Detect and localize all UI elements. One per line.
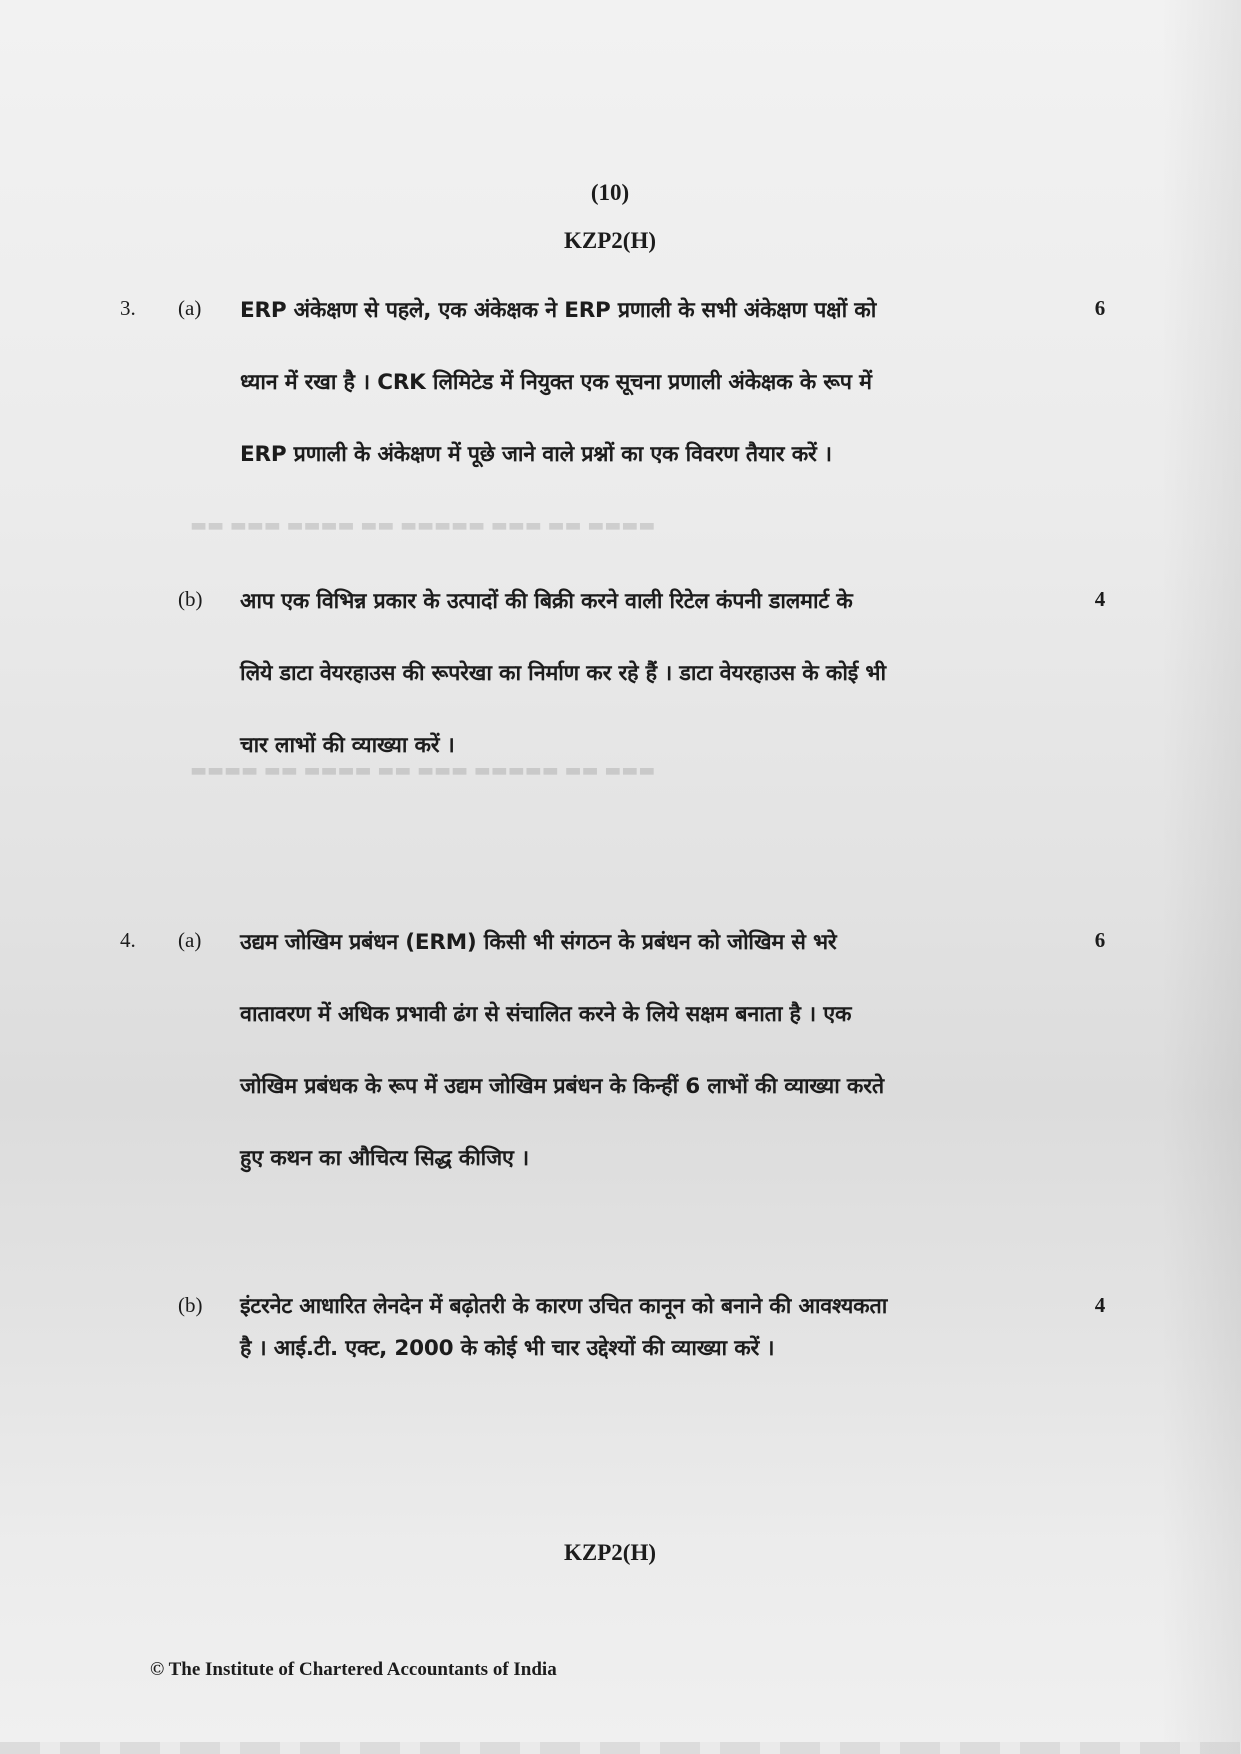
question-text <box>240 907 1040 1195</box>
text-line: लिये डाटा वेयरहाउस की रूपरेखा का निर्माण कर रहे हैं । डाटा वेयरहाउस के कोई भी <box>240 661 886 686</box>
text-line: ERP प्रणाली के अंकेक्षण में पूछे जाने वाले प्रश्नों का एक विवरण तैयार करें । <box>240 442 832 467</box>
text-line: ERP अंकेक्षण से पहले, एक अंकेक्षक ने ERP प्रणाली के सभी अंकेक्षण पक्षों को <box>240 298 877 323</box>
sub-part-label: (a) <box>178 296 202 320</box>
text-line: इंटरनेट आधारित लेनदेन में बढ़ोतरी के कारण उचित कानून को बनाने की आवश्यकता <box>240 1294 888 1319</box>
question-text <box>240 566 1040 782</box>
marks: 4 <box>1094 587 1106 611</box>
bleed-through-decoration: ▬▬▬▬ ▬▬ ▬▬▬▬ ▬▬ ▬▬▬ ▬▬▬▬▬ ▬▬ ▬▬▬ <box>190 760 656 781</box>
question-text <box>240 1286 1040 1370</box>
marks: 4 <box>1094 1293 1106 1317</box>
question-number: 3. <box>120 296 136 320</box>
paper-code-header: KZP2(H) <box>564 228 656 253</box>
copyright-notice: © The Institute of Chartered Accountants of India <box>150 1659 557 1680</box>
text-line: उद्यम जोखिम प्रबंधन (ERM) किसी भी संगठन के प्रबंधन को जोखिम से भरे <box>240 930 837 955</box>
paper-code-footer: KZP2(H) <box>564 1540 656 1565</box>
text-line: है । आई.टी. एक्ट, 2000 के कोई भी चार उद्देश्यों की व्याख्या करें । <box>240 1336 775 1361</box>
question-text <box>240 275 1040 491</box>
text-line: आप एक विभिन्न प्रकार के उत्पादों की बिक्री करने वाली रिटेल कंपनी डालमार्ट के <box>240 589 853 614</box>
question-number: 4. <box>120 928 136 952</box>
page-shadow <box>1161 0 1241 1754</box>
sub-part-label: (a) <box>178 928 202 952</box>
text-line: चार लाभों की व्याख्या करें । <box>240 733 455 758</box>
scan-edge <box>0 1742 1241 1754</box>
text-line: वातावरण में अधिक प्रभावी ढंग से संचालित करने के लिये सक्षम बनाता है । एक <box>240 1002 852 1027</box>
text-line: हुए कथन का औचित्य सिद्ध कीजिए । <box>240 1146 529 1171</box>
text-line: जोखिम प्रबंधक के रूप में उद्यम जोखिम प्रबंधन के किन्हीं 6 लाभों की व्याख्या करते <box>240 1074 884 1099</box>
sub-part-label: (b) <box>178 587 203 611</box>
marks: 6 <box>1094 296 1106 320</box>
sub-part-label: (b) <box>178 1293 203 1317</box>
page-number: (10) <box>590 180 630 205</box>
text-line: ध्यान में रखा है । CRK लिमिटेड में नियुक्त एक सूचना प्रणाली अंकेक्षक के रूप में <box>240 370 872 395</box>
marks: 6 <box>1094 928 1106 952</box>
bleed-through-decoration: ▬▬ ▬▬▬ ▬▬▬▬ ▬▬ ▬▬▬▬▬ ▬▬▬ ▬▬ ▬▬▬▬ <box>190 515 656 536</box>
